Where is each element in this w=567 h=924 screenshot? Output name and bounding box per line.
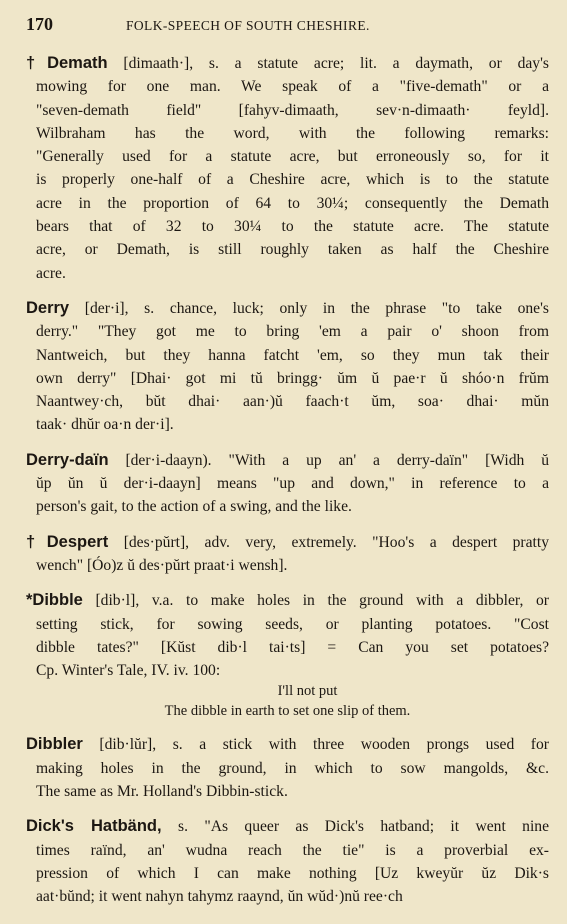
entry-line <box>26 659 549 682</box>
entry-line <box>26 367 549 390</box>
line-text: s. "As queer as Dick's hatband; it went nine <box>178 818 549 836</box>
entry-line <box>26 145 549 168</box>
entry-line <box>26 636 549 659</box>
entry-line <box>26 862 549 885</box>
entry-line <box>26 262 549 285</box>
line-text: Cp. Winter's Tale, IV. iv. 100: <box>36 662 221 680</box>
page-number: 170 <box>26 14 53 34</box>
line-text: Nantweich, but they hanna fatcht 'em, so they mun tak their <box>36 346 549 364</box>
line-text: [der·i], s. chance, luck; only in the phrase "to take one's <box>84 299 549 317</box>
entry-line <box>26 815 549 838</box>
line-text: bears that of 32 to 30¼ to the statute acre. The statute <box>36 218 549 236</box>
entry-line <box>26 320 549 343</box>
line-text: dibble tates?" [Kŭst dib·l tai·ts] = Can you set potatoes? <box>36 638 549 656</box>
line-text: derry." "They got me to bring 'em a pair o' shoon from <box>36 323 549 341</box>
entry-line <box>26 885 549 908</box>
quotation <box>26 682 549 721</box>
line-text: acre in the proportion of 64 to 30¼; consequently the Demath <box>36 194 549 212</box>
quotation-line: The dibble in earth to set one slip of them. <box>164 702 411 719</box>
entry-line <box>26 449 549 472</box>
line-text: Wilbraham has the word, with the following remarks: <box>36 124 549 142</box>
entry-line <box>26 839 549 862</box>
dictionary-entry <box>26 52 549 285</box>
line-text: mowing for one man. We speak of a "five-demath" or a <box>36 78 549 96</box>
entry-line <box>26 390 549 413</box>
dictionary-entry <box>26 531 549 578</box>
entry-line <box>26 168 549 191</box>
line-text: acre. <box>36 264 66 282</box>
entry-line <box>26 297 549 320</box>
line-text: pression of which I can make nothing [Uz kweyŭr ŭz Dik·s <box>36 864 549 882</box>
dictionary-entries <box>26 52 549 909</box>
headword: *Dibble <box>26 591 83 610</box>
headword: Dick's Hatbänd, <box>26 817 162 836</box>
headword: †Despert <box>26 532 109 551</box>
entry-line <box>26 613 549 636</box>
line-text: taak· dhŭr oa·n der·i]. <box>36 416 174 434</box>
page-header <box>26 14 549 42</box>
line-text: acre, or Demath, is still roughly taken as half the Cheshire <box>36 241 549 259</box>
headword: Dibbler <box>26 735 83 754</box>
line-text: own derry" [Dhai· got mi tŭ bringg· ŭm ŭ pae·r ŭ shóo·n frŭm <box>36 369 549 387</box>
quotation-line: I'll not put <box>277 683 338 700</box>
headword: Derry-daïn <box>26 450 109 469</box>
line-text: [dib·lŭr], s. a stick with three wooden prongs used for <box>99 736 549 754</box>
entry-line <box>26 215 549 238</box>
dictionary-entry <box>26 589 549 721</box>
dictionary-entry <box>26 733 549 803</box>
line-text: ŭp ŭn ŭ der·i-daayn] means "up and down," in reference to a <box>36 475 549 493</box>
entry-line <box>26 495 549 518</box>
entry-line <box>26 192 549 215</box>
line-text: "Generally used for a statute acre, but erroneously so, for it <box>36 148 549 166</box>
line-text: [der·i-daayn). "With a up an' a derry-daïn" [Widh ŭ <box>125 451 549 469</box>
headword: Derry <box>26 298 70 317</box>
line-text: [dimaath·], s. a statute acre; lit. a daymath, or day's <box>123 55 549 72</box>
entry-line <box>26 75 549 98</box>
line-text: The same as Mr. Holland's Dibbin-stick. <box>36 783 288 801</box>
entry-line <box>26 554 549 577</box>
entry-line <box>26 472 549 495</box>
line-text: "seven-demath field" [fahyv-dimaath, sev·n-dimaath· feyld]. <box>36 101 549 119</box>
line-text: setting stick, for sowing seeds, or planting potatoes. "Cost <box>36 615 549 633</box>
entry-line <box>26 757 549 780</box>
line-text: making holes in the ground, in which to sow mangolds, &c. <box>36 759 549 777</box>
entry-line <box>26 413 549 436</box>
entry-line <box>26 99 549 122</box>
line-text: is properly one-half of a Cheshire acre, which is to the statute <box>36 171 549 189</box>
dictionary-entry <box>26 815 549 908</box>
line-text: Naantwey·ch, bŭt dhai· aan·)ŭ faach·t ŭm, soa· dhai· mŭn <box>36 393 549 411</box>
entry-line <box>26 52 549 75</box>
line-text: person's gait, to the action of a swing, and the like. <box>36 498 352 516</box>
line-text: times raïnd, an' wudna reach the tie" is a proverbial ex- <box>36 841 549 859</box>
entry-line <box>26 122 549 145</box>
entry-line <box>26 780 549 803</box>
line-text: wench" [Óo)z ŭ des·pŭrt praat·i wensh]. <box>36 556 288 574</box>
line-text: [dib·l], v.a. to make holes in the ground with a dibbler, or <box>95 592 549 610</box>
dictionary-entry <box>26 297 549 437</box>
entry-line <box>26 531 549 554</box>
running-title: FOLK-SPEECH OF SOUTH CHESHIRE. <box>126 18 370 33</box>
line-text: aat·bŭnd; it went nahyn tahymz raaynd, ŭn wŭd·)nŭ ree·ch <box>36 888 403 906</box>
entry-line <box>26 589 549 612</box>
line-text: [des·pŭrt], adv. very, extremely. "Hoo's a despert pratty <box>123 533 549 551</box>
entry-line <box>26 344 549 367</box>
entry-line <box>26 733 549 756</box>
dictionary-entry <box>26 449 549 519</box>
entry-line <box>26 238 549 261</box>
headword: †Demath <box>26 54 108 72</box>
